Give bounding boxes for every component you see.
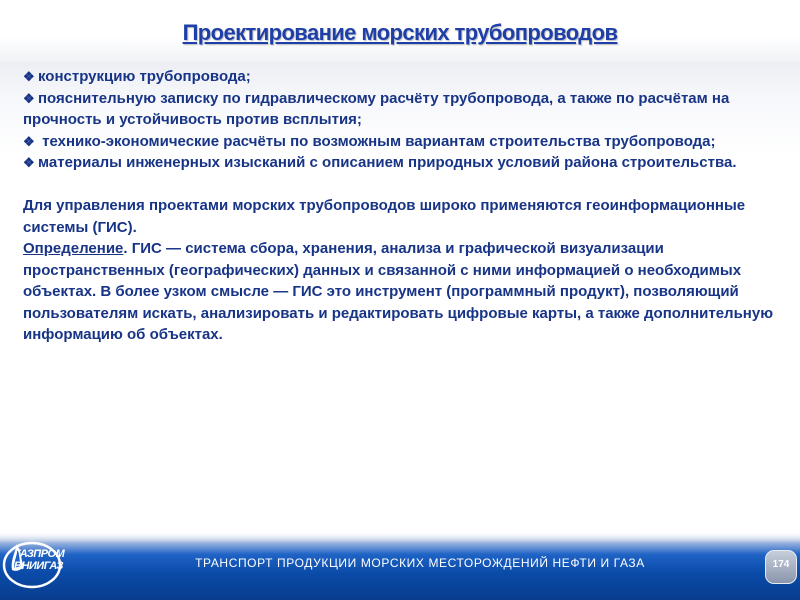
bullet-item bbox=[23, 152, 793, 174]
bullet-text: материалы инженерных изысканий с описанием природных условий района строительства. bbox=[38, 154, 737, 171]
definition-text: . ГИС — система сбора, хранения, анализа и графической визуализации пространственных (географических) данных и связанной с ними информацией о необходимых объектах. В более узком смысле — ГИС это инструмент (программный продукт), позволяющий пользователям искать, анализировать и редактировать цифровые карты, а также дополнительную информацию об объектах. bbox=[23, 240, 773, 343]
slide-title: Проектирование морских трубопроводов bbox=[182, 20, 618, 45]
slide-content bbox=[23, 66, 793, 346]
footer-caption: ТРАНСПОРТ ПРОДУКЦИИ МОРСКИХ МЕСТОРОЖДЕНИЙ НЕФТИ И ГАЗА bbox=[195, 556, 645, 570]
bullet-item bbox=[23, 131, 793, 153]
logo-line-1: ГАЗПРОМ bbox=[14, 548, 65, 560]
bullet-text: конструкцию трубопровода; bbox=[38, 68, 251, 85]
bullet-item bbox=[23, 88, 793, 131]
diamond-bullet-icon: ❖ bbox=[23, 69, 35, 84]
diamond-bullet-icon: ❖ bbox=[23, 155, 35, 170]
definition-paragraph bbox=[23, 238, 793, 346]
diamond-bullet-icon: ❖ bbox=[23, 90, 35, 106]
page-number: 174 bbox=[772, 559, 790, 570]
definition-label: Определение bbox=[23, 240, 124, 257]
gis-intro-paragraph: Для управления проектами морских трубопроводов широко применяются геоинформационные системы (ГИС). bbox=[23, 197, 746, 236]
diamond-bullet-icon: ❖ bbox=[23, 133, 35, 149]
spacer bbox=[23, 174, 793, 196]
bullet-item bbox=[23, 66, 793, 88]
bullet-text: технико-экономические расчёты по возможным вариантам строительства трубопровода; bbox=[38, 132, 716, 150]
logo-line-2: ВНИИГАЗ bbox=[14, 560, 63, 572]
bullet-text: пояснительную записку по гидравлическому расчёту трубопровода, а также по расчётам на прочность и устойчивость против всплытия; bbox=[23, 89, 730, 128]
footer-shine bbox=[0, 533, 800, 543]
